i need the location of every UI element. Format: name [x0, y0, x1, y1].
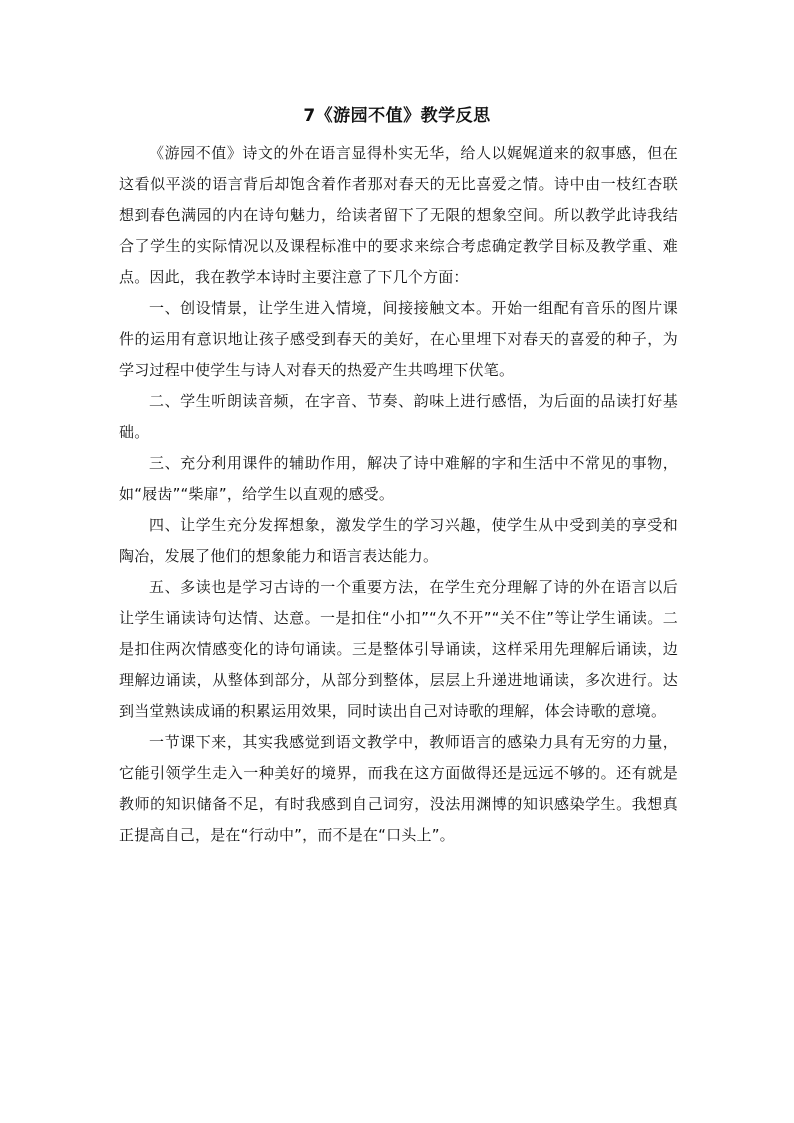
document-body — [119, 138, 678, 851]
document-title: 7《游园不值》教学反思 — [303, 106, 491, 126]
paragraph-point-4: 四、让学生充分发挥想象，激发学生的学习兴趣，使学生从中受到美的享受和陶冶，发展了他们的想象能力和语言表达能力。 — [119, 516, 678, 565]
paragraph-point-2: 二、学生听朗读音频，在字音、节奏、韵味上进行感悟，为后面的品读打好基础。 — [119, 392, 678, 441]
paragraph-intro: 《游园不值》诗文的外在语言显得朴实无华，给人以娓娓道来的叙事感，但在这看似平淡的语言背后却饱含着作者那对春天的无比喜爱之情。诗中由一枝红杏联想到春色满园的内在诗句魅力，给读者留下了无限的想象空间。所以教学此诗我结合了学生的实际情况以及课程标准中的要求来综合考虑确定教学目标及教学重、难点。因此，我在教学本诗时主要注意了下几个方面： — [119, 144, 678, 286]
paragraph-point-1: 一、创设情景，让学生进入情境，间接接触文本。开始一组配有音乐的图片课件的运用有意识地让孩子感受到春天的美好，在心里埋下对春天的喜爱的种子，为学习过程中使学生与诗人对春天的热爱产生共鸣埋下伏笔。 — [119, 299, 678, 379]
paragraph-point-3: 三、充分利用课件的辅助作用，解决了诗中难解的字和生活中不常见的事物，如“屐齿”“柴扉”，给学生以直观的感受。 — [119, 454, 678, 503]
paragraph-point-5: 五、多读也是学习古诗的一个重要方法，在学生充分理解了诗的外在语言以后让学生诵读诗句达情、达意。一是扣住“小扣”“久不开”“关不住”等让学生诵读。二是扣住两次情感变化的诗句诵读。三是整体引导诵读，这样采用先理解后诵读，边理解边诵读，从整体到部分，从部分到整体，层层上升递进地诵读，多次进行。达到当堂熟读成诵的积累运用效果，同时读出自己对诗歌的理解，体会诗歌的意境。 — [119, 578, 678, 720]
paragraph-conclusion: 一节课下来，其实我感觉到语文教学中，教师语言的感染力具有无穷的力量，它能引领学生走入一种美好的境界，而我在这方面做得还是远远不够的。还有就是教师的知识储备不足，有时我感到自己词穷，没法用渊博的知识感染学生。我想真正提高自己，是在“行动中”，而不是在“口头上”。 — [119, 733, 678, 844]
